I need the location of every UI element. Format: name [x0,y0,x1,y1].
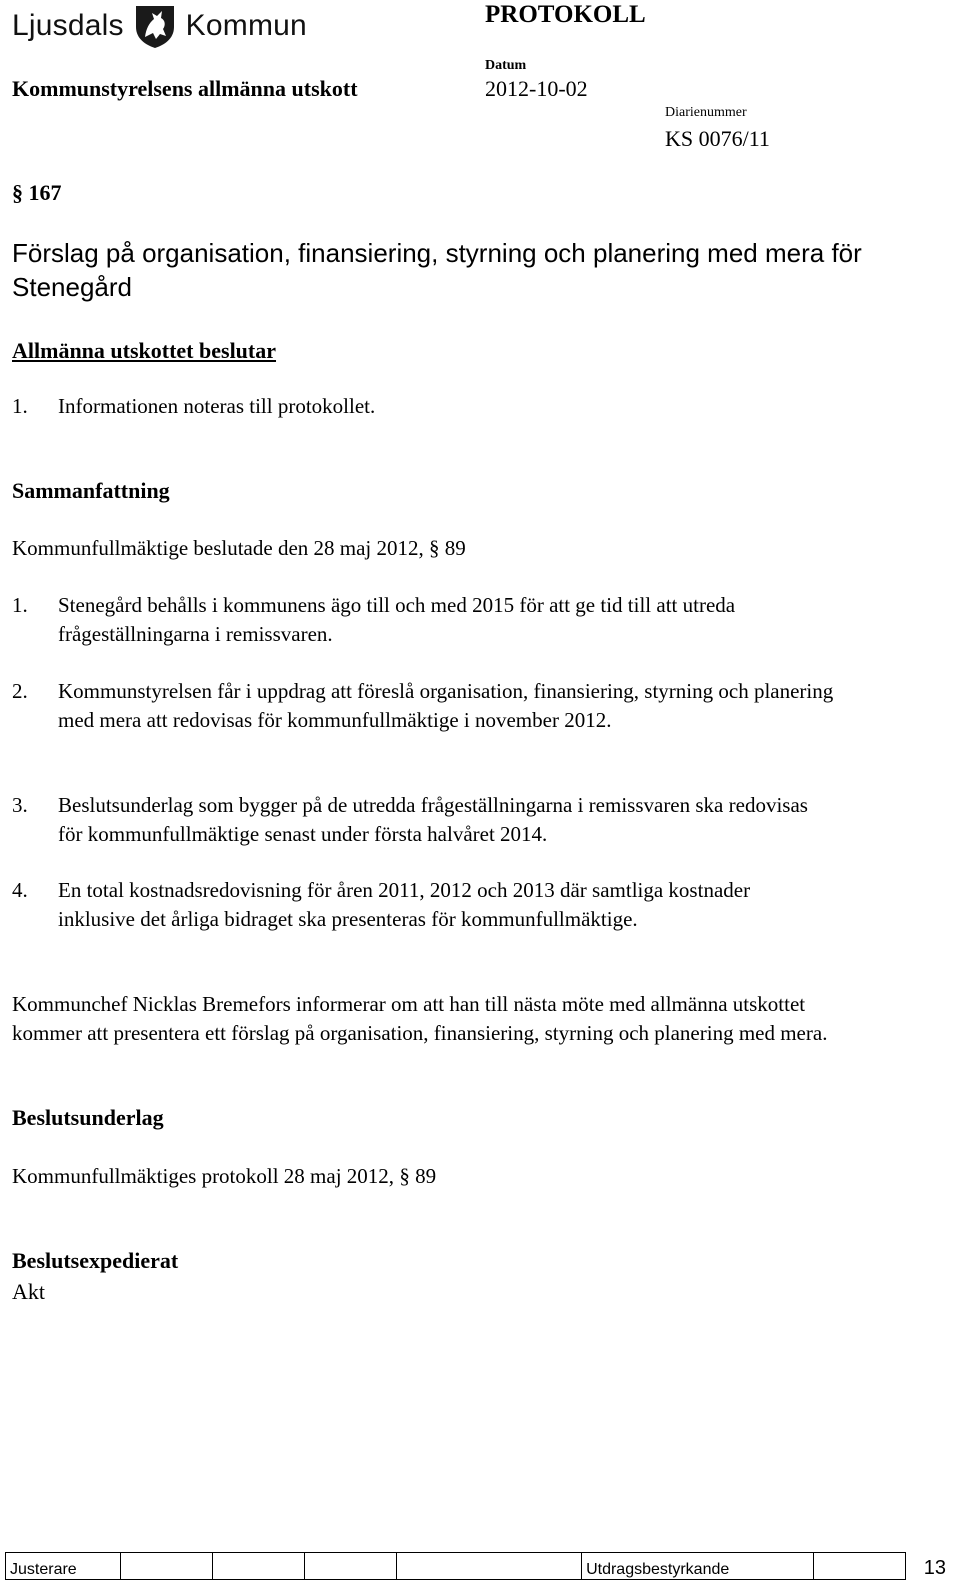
dispatch-value: Akt [12,1279,45,1304]
coat-of-arms-icon [132,3,178,49]
summary-item-text: Kommunstyrelsen får i uppdrag att föreslå organisation, finansiering, styrning och planering med mera att redovisas för kommunfullmäktige i november 2012. [58,679,834,732]
summary-item-number: 2. [12,679,28,703]
summary-intro [12,534,912,563]
summary-heading: Sammanfattning [12,478,170,503]
summary-closing: Kommunchef Nicklas Bremefors informerar om att han till nästa möte med allmänna utskottet kommer att presentera ett förslag på organisation, finansiering, styrning och planering med mera. [12,992,828,1045]
certify-box [813,1553,905,1580]
basis-text-value: Kommunfullmäktiges protokoll 28 maj 2012, [12,1164,395,1188]
section-sign: § [399,1164,410,1188]
summary-item-text: Beslutsunderlag som bygger på de utredda frågeställningarna i remissvaren ska redovisas för kommunfullmäktige senast under första halvåret 2014. [58,793,808,846]
summary-item [12,591,812,649]
dispatch-heading: Beslutsexpedierat [12,1248,179,1273]
decision-item [12,392,912,421]
summary-item-number: 3. [12,793,28,817]
initials-box [397,1553,582,1580]
date-value: 2012-10-02 [485,76,588,101]
section-sign: § [429,536,440,560]
basis-paragraph: 89 [415,1164,437,1188]
basis-text [12,1162,912,1191]
municipality-logo [12,2,332,50]
section-sign: § [12,180,23,205]
initials-box [121,1553,213,1580]
paragraph-number-value: 167 [28,180,62,205]
decision-item-text: Informationen noteras till protokollet. [58,394,376,418]
date-label: Datum [485,58,527,73]
summary-item-number: 4. [12,878,28,902]
summary-item-text: Stenegård behålls i kommunens ägo till och med 2015 för att ge tid till att utreda frågeställningarna i remissvaren. [58,593,736,646]
initials-box [213,1553,305,1580]
signature-table [5,1552,950,1580]
decision-heading: Allmänna utskottet beslutar [12,338,277,363]
case-number-label: Diarienummer [665,105,747,120]
document-type: PROTOKOLL [485,1,646,28]
summary-item [12,791,812,849]
footer [5,1552,955,1583]
committee-name: Kommunstyrelsens allmänna utskott [12,76,358,101]
case-number-value: KS 0076/11 [665,126,770,151]
summary-item [12,677,837,735]
initials-box [305,1553,397,1580]
summary-intro-text: Kommunfullmäktige beslutade den 28 maj 2012, [12,536,424,560]
summary-item-number: 1. [12,593,28,617]
page-number: 13 [923,1556,946,1579]
summary-intro-paragraph: 89 [444,536,466,560]
paragraph-number [12,180,62,206]
summary-item [12,876,772,934]
page-title: Förslag på organisation, finansiering, styrning och planering med mera för Stenegård [12,238,862,302]
footer-certify-label: Utdragsbestyrkande [582,1553,814,1580]
logo-text-right: Kommun [185,9,307,42]
footer-initials-label: Justerare [6,1553,121,1580]
summary-item-text: En total kostnadsredovisning för åren 2011, 2012 och 2013 där samtliga kostnader inklusive det årliga bidraget ska presenteras för kommunfullmäktige. [58,878,751,931]
decision-item-number: 1. [12,394,28,418]
logo-text-left: Ljusdals [12,9,124,42]
basis-heading: Beslutsunderlag [12,1105,164,1130]
